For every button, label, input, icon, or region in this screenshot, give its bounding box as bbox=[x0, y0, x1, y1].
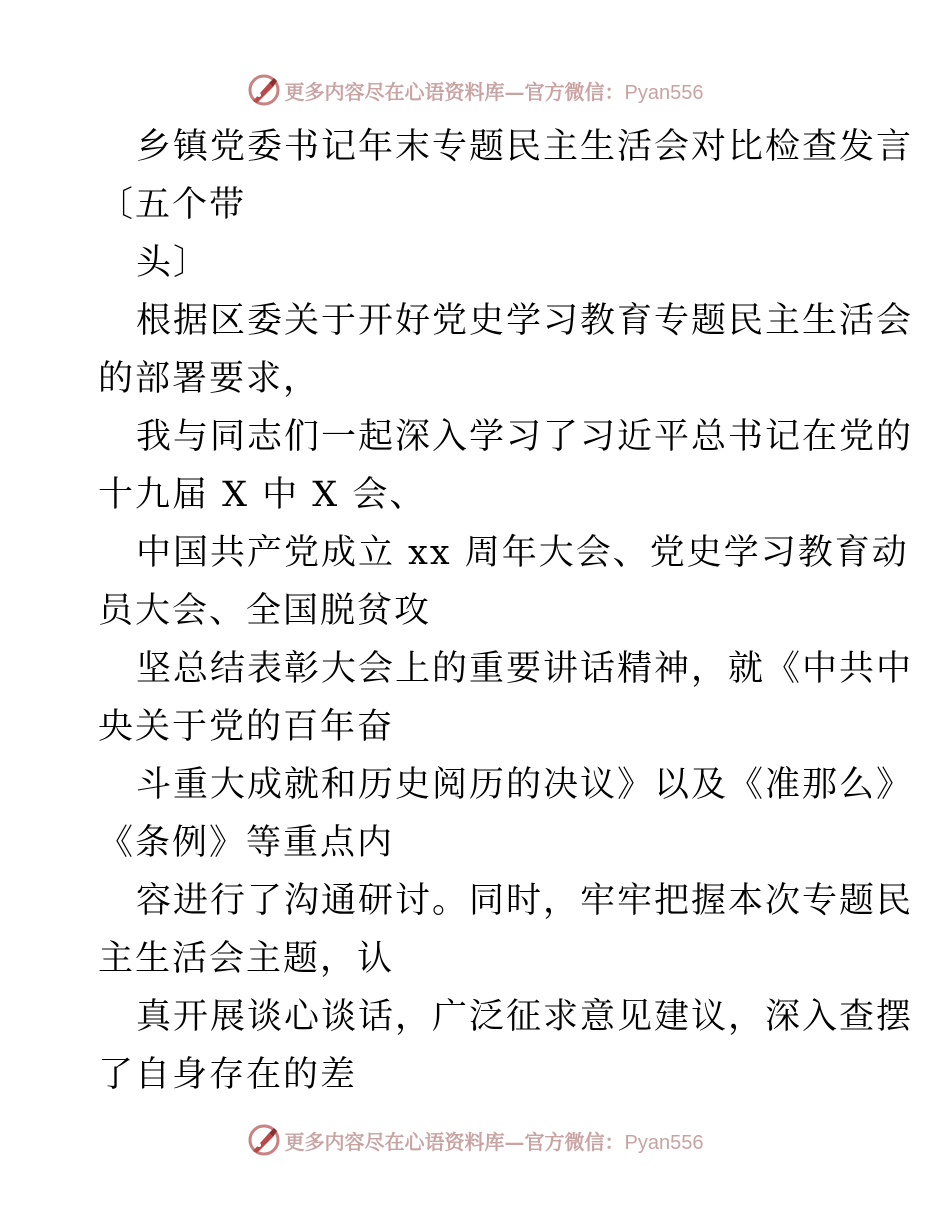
watermark-text: 更多内容尽在心语资料库—官方微信：Pyan556 bbox=[284, 79, 704, 104]
text-line: 坚总结表彰大会上的重要讲话精神，就《中共中 bbox=[136, 649, 914, 689]
text-line: 《条例》等重点内 bbox=[98, 823, 395, 863]
text-line: 的部署要求， bbox=[98, 359, 321, 399]
text-line: 根据区委关于开好党史学习教育专题民主生活会 bbox=[136, 301, 914, 341]
text-line: 十九届 X 中 X 会、 bbox=[98, 475, 427, 515]
watermark-handle: Pyan556 bbox=[624, 81, 704, 104]
text-line: 真开展谈心谈话，广泛征求意见建议，深入查摆 bbox=[136, 997, 914, 1037]
text-line: 我与同志们一起深入学习了习近平总书记在党的 bbox=[136, 417, 914, 457]
footer-watermark bbox=[0, 1118, 950, 1162]
pen-logo-icon bbox=[247, 1123, 281, 1157]
watermark-handle: Pyan556 bbox=[624, 1131, 704, 1154]
text-line: 央关于党的百年奋 bbox=[98, 707, 395, 747]
text-line: 乡镇党委书记年末专题民主生活会对比检查发言 bbox=[136, 127, 914, 167]
text-line: 〔五个带 bbox=[98, 185, 247, 225]
document-body bbox=[98, 118, 914, 1104]
pen-logo-icon bbox=[247, 73, 281, 107]
text-line: 员大会、全国脱贫攻 bbox=[98, 591, 432, 631]
text-line: 斗重大成就和历史阅历的决议》以及《准那么》 bbox=[136, 765, 914, 805]
text-line: 头〕 bbox=[136, 243, 211, 283]
text-line: 主生活会主题，认 bbox=[98, 939, 395, 979]
watermark-text: 更多内容尽在心语资料库—官方微信：Pyan556 bbox=[284, 1129, 704, 1154]
text-line: 容进行了沟通研讨。同时，牢牢把握本次专题民 bbox=[136, 881, 914, 921]
text-line: 中国共产党成立 xx 周年大会、党史学习教育动 bbox=[136, 533, 909, 573]
header-watermark bbox=[0, 68, 950, 112]
text-line: 了自身存在的差 bbox=[98, 1055, 358, 1095]
